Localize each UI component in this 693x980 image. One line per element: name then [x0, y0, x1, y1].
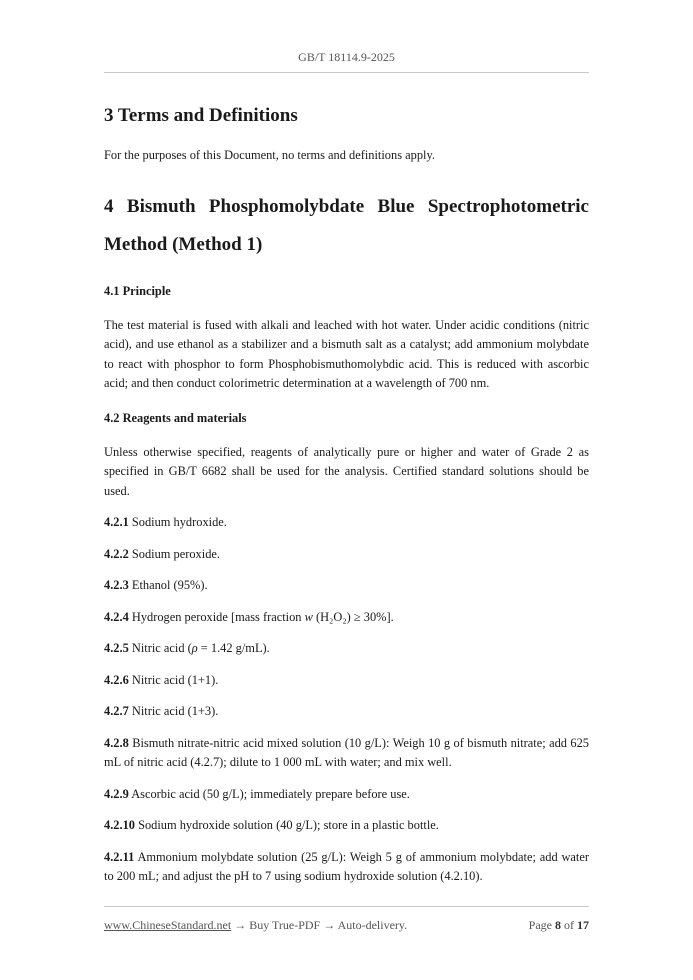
reagent-number: 4.2.10: [104, 818, 135, 832]
header-standard-code: GB/T 18114.9-2025: [298, 50, 395, 64]
section-3-heading: 3 Terms and Definitions: [104, 105, 298, 126]
reagent-text: Ascorbic acid (50 g/L); immediately prepare before use.: [128, 786, 410, 801]
reagents-intro: Unless otherwise specified, reagents of analytically pure or higher and water of Grade 2 as specified in GB/T 6682 shall be used for the analysis. Certified standard solutions should be used.: [104, 444, 589, 498]
reagent-item: [104, 816, 589, 836]
reagent-text: Nitric acid (1+1).: [128, 672, 219, 687]
page-total: 17: [577, 918, 589, 932]
footer-buy-text: Buy True-PDF: [246, 918, 324, 932]
reagent-number: 4.2.5: [104, 641, 129, 655]
section-4-heading: [104, 188, 589, 264]
principle-heading: 4.1 Principle: [104, 283, 171, 298]
section-4-heading-line2: Method (Method 1): [104, 233, 263, 255]
reagent-item: [104, 702, 589, 722]
of-label: of: [564, 918, 574, 932]
reagent-number: 4.2.6: [104, 672, 129, 687]
header-divider: [104, 72, 589, 73]
reagent-text: Bismuth nitrate-nitric acid mixed solution (10 g/L): Weigh 10 g of bismuth nitrate; add 625 mL of nitric acid (4.2.7); dilute to 1 000 mL with water; and mix well.: [104, 735, 589, 769]
footer-promo: [104, 918, 407, 933]
heading-word: Spectrophotometric: [427, 195, 589, 217]
reagent-item: [104, 576, 589, 596]
principle-text: The test material is fused with alkali and leached with hot water. Under acidic conditions (nitric acid), and use ethanol as a stabilizer and a bismuth salt as a catalyst; add ammonium molybdate to react with phosphor to form Phosphobismuthomolybdic acid. This is reduced with ascorbic acid; and then conduct colorimetric determination at a wavelength of 700 nm.: [104, 317, 589, 390]
reagent-number: 4.2.11: [104, 849, 135, 864]
reagent-item: [104, 608, 589, 628]
reagent-item: [104, 671, 589, 691]
reagent-item: [104, 785, 589, 805]
reagent-number: 4.2.7: [104, 704, 129, 718]
reagent-text: Ammonium molybdate solution (25 g/L): Weigh 5 g of ammonium molybdate; add water to 200 mL; and adjust the pH to 7 using sodium hydroxide solution (4.2.10).: [104, 849, 589, 883]
reagent-variable: ρ: [191, 641, 198, 655]
heading-word: 4: [104, 195, 114, 217]
page-label: Page: [528, 918, 552, 932]
reagent-item: [104, 734, 589, 773]
page-content: [104, 100, 589, 887]
reagent-number: 4.2.1: [104, 515, 129, 529]
heading-word: Blue: [377, 195, 415, 217]
reagent-text: Ethanol (95%).: [128, 578, 208, 592]
heading-word: Bismuth: [126, 195, 196, 217]
reagent-number: 4.2.3: [104, 578, 129, 592]
reagents-heading: 4.2 Reagents and materials: [104, 410, 247, 425]
reagent-number: 4.2.2: [104, 546, 129, 561]
reagent-number: 4.2.4: [104, 609, 129, 624]
footer-delivery-text: Auto-delivery.: [335, 918, 408, 932]
arrow-icon: →: [234, 918, 247, 932]
reagent-text: Sodium peroxide.: [128, 546, 220, 561]
arrow-icon: →: [323, 918, 336, 932]
reagent-text: Hydrogen peroxide [mass fraction: [128, 609, 305, 624]
reagent-text: Sodium hydroxide solution (40 g/L); store in a plastic bottle.: [134, 818, 439, 832]
footer-site-link[interactable]: www.ChineseStandard.net: [104, 918, 232, 932]
section-3-text: For the purposes of this Document, no terms and definitions apply.: [104, 148, 435, 162]
page-number: 8: [555, 918, 561, 932]
reagent-number: 4.2.8: [104, 735, 129, 750]
footer-divider: [104, 906, 589, 907]
reagent-item: [104, 545, 589, 565]
reagent-number: 4.2.9: [104, 786, 129, 801]
reagent-item: [104, 848, 589, 887]
heading-word: Phosphomolybdate: [208, 195, 365, 217]
reagent-item: [104, 639, 589, 659]
reagent-item: [104, 513, 589, 533]
reagent-text: = 1.42 g/mL).: [197, 641, 270, 655]
reagent-text: Sodium hydroxide.: [128, 515, 227, 529]
page-indicator: [529, 918, 589, 933]
reagent-text: (H₂O₂) ≥ 30%].: [312, 609, 394, 624]
reagent-text: Nitric acid (1+3).: [128, 704, 219, 718]
reagent-variable: w: [304, 609, 313, 624]
reagent-text: Nitric acid (: [128, 641, 192, 655]
